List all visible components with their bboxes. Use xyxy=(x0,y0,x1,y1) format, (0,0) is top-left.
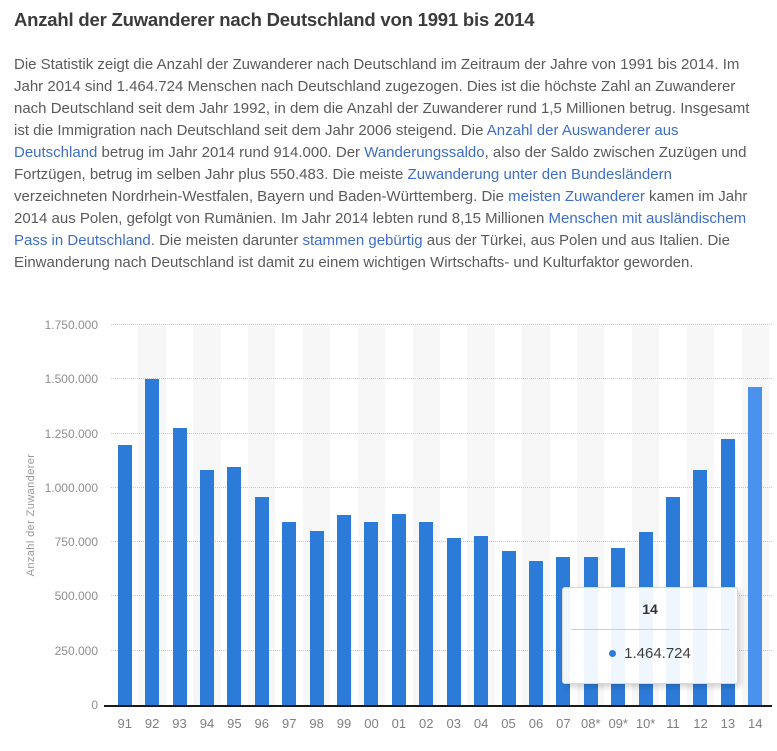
chart-tooltip xyxy=(562,587,738,684)
series-marker-dot xyxy=(609,650,616,657)
x-tick-label: 96 xyxy=(254,716,270,731)
y-tick-label: 750.000 xyxy=(54,535,98,550)
bar-01[interactable] xyxy=(392,514,406,705)
y-tick-label: 0 xyxy=(91,698,98,712)
gridline xyxy=(111,378,772,379)
bar-05[interactable] xyxy=(502,551,516,705)
x-tick-label: 14 xyxy=(748,716,763,731)
x-tick-label: 99 xyxy=(336,716,352,731)
bar-96[interactable] xyxy=(255,497,269,705)
bar-95[interactable] xyxy=(227,467,241,705)
x-tick-label: 11 xyxy=(666,716,680,731)
x-tick-label: 12 xyxy=(693,716,708,731)
immigration-bar-chart xyxy=(14,310,777,746)
description-segment: kamen im Jahr 2014 aus Polen, gefolgt von Rumänien. Im Jahr 2014 lebten rund 8,15 Millionen xyxy=(14,188,748,227)
bar-98[interactable] xyxy=(310,531,324,705)
description-segment: . Die meisten darunter xyxy=(150,232,303,249)
x-tick-label: 92 xyxy=(144,716,160,731)
y-tick-label: 1.750.000 xyxy=(44,318,98,332)
description-segment: , also der Saldo zwischen Zuzügen und Fortzügen, betrug im selben Jahr plus 550.483. Die meiste xyxy=(14,144,747,183)
bar-91[interactable] xyxy=(118,445,132,705)
y-tick-label: 250.000 xyxy=(54,643,98,658)
y-tick-label: 1.500.000 xyxy=(44,372,98,387)
x-tick-label: 95 xyxy=(227,716,242,731)
x-tick-label: 00 xyxy=(364,716,379,731)
x-tick-label: 06 xyxy=(528,716,544,731)
tooltip-title: 14 xyxy=(642,601,658,617)
y-tick-label: 1.000.000 xyxy=(44,480,98,495)
link-anzahl-der-auswanderer[interactable]: Anzahl der Auswanderer aus Deutschland xyxy=(14,122,679,161)
x-tick-label: 08* xyxy=(581,716,601,731)
x-tick-label: 02 xyxy=(419,716,434,731)
y-tick-label: 500.000 xyxy=(54,589,98,604)
link-stammen-gebuertig[interactable]: stammen gebürtig xyxy=(302,232,423,249)
bar-00[interactable] xyxy=(364,522,378,705)
link-auslaendischer-pass[interactable]: Menschen mit ausländischem Pass in Deutschland xyxy=(14,210,747,249)
x-tick-label: 07 xyxy=(556,716,571,731)
x-tick-label: 13 xyxy=(720,716,736,731)
tooltip-divider xyxy=(571,629,729,630)
description-segment: Die Statistik zeigt die Anzahl der Zuwanderer nach Deutschland im Zeitraum der Jahre von 1991 bis 2014. Im Jahr 2014 sind 1.464.724 Menschen nach Deutschland zugezogen. Dies ist die höchste Zahl an Zuwanderer nach Deutschland seit dem Jahr 1992, in dem die Anzahl der Zuwanderer rund 1,5 Millionen betrug. Insgesamt ist die Immigration nach Deutschland seit dem Jahr 2006 steigend. Die xyxy=(14,56,750,139)
x-tick-label: 98 xyxy=(309,716,324,731)
bar-06[interactable] xyxy=(529,561,543,705)
x-tick-label: 05 xyxy=(501,716,516,731)
statistic-description xyxy=(14,54,763,274)
x-tick-label: 97 xyxy=(281,716,297,731)
bar-99[interactable] xyxy=(337,515,351,705)
x-tick-label: 94 xyxy=(199,716,215,731)
link-meisten-zuwanderer[interactable]: meisten Zuwanderer xyxy=(508,188,645,205)
description-segment: betrug im Jahr 2014 rund 914.000. Der xyxy=(97,144,365,161)
bar-92[interactable] xyxy=(145,379,159,705)
description-segment: aus der Türkei, aus Polen und aus Italien. Die Einwanderung nach Deutschland ist damit zu einem wichtigen Wirtschafts- und Kulturfaktor geworden. xyxy=(14,232,730,271)
gridline xyxy=(111,433,772,434)
bar-93[interactable] xyxy=(173,428,187,705)
link-wanderungssaldo[interactable]: Wanderungssaldo xyxy=(364,144,485,161)
bar-03[interactable] xyxy=(447,538,461,705)
bar-02[interactable] xyxy=(419,522,433,705)
tooltip-value: 1.464.724 xyxy=(624,645,691,662)
bar-04[interactable] xyxy=(474,536,488,705)
bar-94[interactable] xyxy=(200,470,214,705)
x-tick-label: 04 xyxy=(473,716,489,731)
x-tick-label: 09* xyxy=(608,716,628,731)
x-tick-label: 91 xyxy=(117,716,132,731)
x-tick-label: 01 xyxy=(391,716,407,731)
x-tick-label: 03 xyxy=(446,716,461,731)
x-axis-line xyxy=(104,705,772,707)
x-tick-label: 10* xyxy=(635,716,656,731)
link-zuwanderung-bundeslaender[interactable]: Zuwanderung unter den Bundesländern xyxy=(407,166,672,183)
tooltip-value-row xyxy=(563,645,737,662)
page-title: Anzahl der Zuwanderer nach Deutschland von 1991 bis 2014 xyxy=(14,9,535,30)
bar-14[interactable] xyxy=(748,387,762,705)
bar-97[interactable] xyxy=(282,522,296,705)
y-axis-title: Anzahl der Zuwanderer xyxy=(25,453,37,577)
y-tick-label: 1.250.000 xyxy=(44,426,98,441)
x-tick-label: 93 xyxy=(172,716,187,731)
gridline xyxy=(111,324,772,325)
description-segment: verzeichneten Nordrhein-Westfalen, Bayern und Baden-Württemberg. Die xyxy=(14,188,509,205)
